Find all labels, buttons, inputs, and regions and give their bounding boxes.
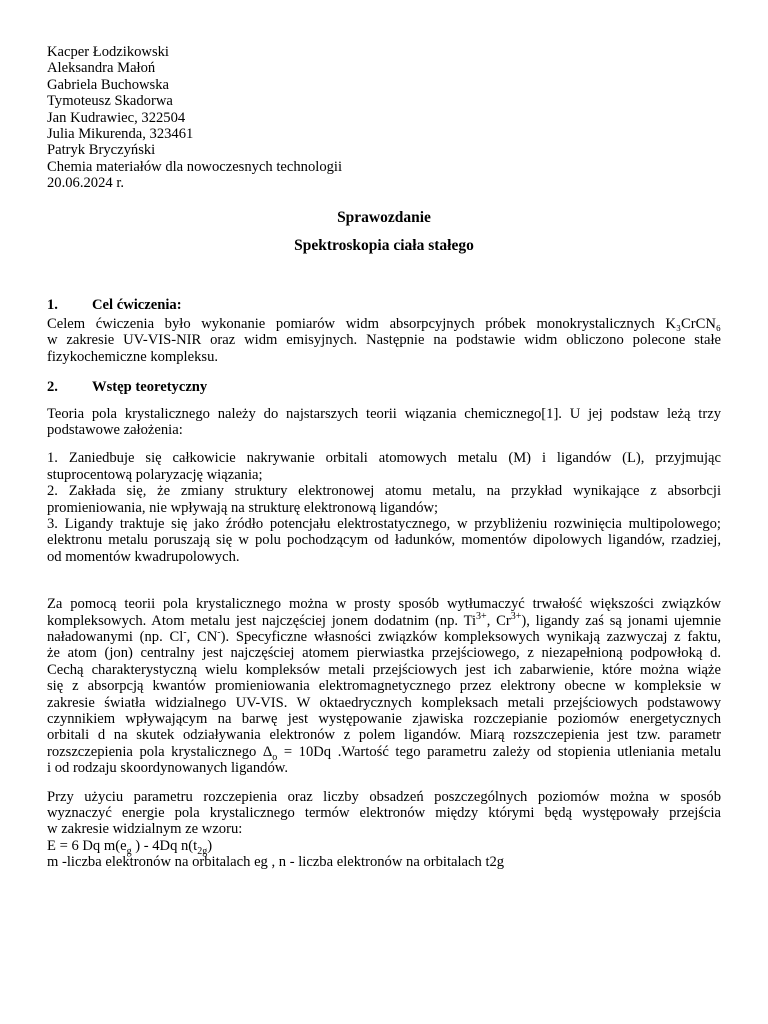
author-line: Patryk Bryczyński	[47, 142, 156, 159]
document-subtitle: Spektroskopia ciała stałego	[294, 237, 474, 255]
text-line: zakresie światła widzialnego UV-VIS. W oktaedrycznych kompleksach metali przejściowych podstawowy	[47, 694, 721, 711]
text-line: 1. Zaniedbuje się całkowicie nakrywanie orbitali atomowych metalu (M) i ligandów (L), przyjmując	[47, 450, 721, 467]
author-line: Gabriela Buchowska	[47, 76, 169, 93]
superscript: 3+	[476, 610, 487, 622]
section2-title: Wstęp teoretyczny	[92, 379, 208, 396]
superscript: -	[217, 627, 221, 639]
text-line: naładowanymi (np. Cl-, CN-). Specyficzne własności związków kompleksowych wynikają zazwyczaj z faktu,	[47, 627, 721, 645]
section2-heading	[47, 379, 721, 395]
author-line: Aleksandra Małoń	[47, 60, 156, 77]
superscript: 3+	[510, 610, 522, 622]
author-line: Kacper Łodzikowski	[47, 44, 169, 60]
section1-body	[47, 316, 721, 365]
text-line: i od rodzaju skoordynowanych ligandów.	[47, 760, 289, 777]
author-line: Jan Kudrawiec, 322504	[47, 109, 186, 126]
report-date: 20.06.2024 r.	[47, 175, 125, 192]
text-line: Teoria pola krystalicznego należy do najstarszych teorii wiązania chemicznego[1]. U jej podstaw leżą trzy	[47, 405, 721, 422]
document-page	[47, 44, 721, 871]
text-line: Przy użyciu parametru rozczepienia oraz liczby obsadzeń poszczególnych poziomów można w sposób	[47, 788, 721, 805]
text-line: kompleksowych. Atom metalu jest najczęściej jonem dodatnim (np. $Ti^{3+}$, $Cr^{3+}$), ligandy zaś są jonami ujemnie	[47, 610, 722, 629]
section1-number: 1.	[47, 297, 58, 314]
text-line: 2. Zakłada się, że zmiany struktury elektronowej atomu metalu, na przykład wynikające z absorbcji	[47, 483, 721, 500]
section2-number: 2.	[47, 379, 58, 396]
text-line: Za pomocą teorii pola krystalicznego można w prosty sposób wytłumaczyć trwałość większości związków	[47, 596, 721, 613]
text-line: w zakresie widzialnym ze wzoru:	[47, 821, 243, 838]
text-line: Celem ćwiczenia było wykonanie pomiarów widm absorpcyjnych próbek monokrystalicznych K₃CrCN₆	[47, 315, 721, 332]
subscript: o	[272, 751, 278, 763]
author-line: Tymoteusz Skadorwa	[47, 93, 173, 110]
text-line: się z absorpcją kwantów promieniowania elektromagnetycznego przez elektrony obecne w kompleksie w	[47, 678, 721, 695]
subscript: g	[126, 845, 132, 857]
formula-legend: m -liczba elektronów na orbitalach eg , n - liczba elektronów na orbitalach t2g	[47, 854, 505, 871]
author-line: Julia Mikurenda, 323461	[47, 126, 194, 143]
text-line: 3. Ligandy traktuje się jako źródło potencjału elektrostatycznego, w przybliżeniu rozwinięcia multipolowego;	[47, 515, 721, 532]
text-line: orbitali d na skutek odziaływania elektronów z polem ligandów. Miarą rozszczepienia jest tzw. parametr	[47, 727, 721, 744]
text-line: podstawowe założenia:	[47, 421, 183, 438]
subscript: 2g	[197, 845, 208, 857]
text-line: rozszczepienia pola krystalicznego $\Delta_o = 10Dq$ .Wartość tego parametru zależy od stopienia utleniania metalu	[47, 743, 721, 763]
assumptions-list	[47, 450, 721, 565]
document-title: Sprawozdanie	[337, 208, 431, 226]
section1-heading	[47, 297, 721, 313]
course-name: Chemia materiałów dla nowoczesnych technologii	[47, 158, 343, 175]
text-line: od momentów kwadrupolowych.	[47, 548, 240, 565]
energy-paragraph	[47, 789, 721, 838]
text-line: w zakresie UV-VIS-NIR oraz widm emisyjnych. Następnie na podstawie widm obliczono polecone stałe	[47, 332, 721, 349]
text-line: że atom (jon) centralny jest najczęściej atomem pierwiastka przejściowego, z niezapełnioną podpowłoką d.	[47, 645, 721, 662]
text-line: fizykochemiczne kompleksu.	[47, 348, 219, 365]
text-line: promieniowania, nie wpływają na strukturę elektronową ligandów;	[47, 499, 439, 516]
superscript: -	[183, 627, 187, 639]
text-line: czynnikiem wpływającym na barwę jest występowanie zjawiska rozczepianie poziomów energetycznych	[47, 711, 721, 727]
text-line: elektronu metalu poruszają się w polu pochodzącym od ładunków, momentów dipolowych ligandów, rzadziej,	[47, 532, 721, 549]
section2-intro	[47, 406, 721, 439]
energy-formula: E = 6 Dq $m(e_g$ ) - 4Dq $n(t_{2g})$	[47, 837, 213, 857]
crystal-field-paragraph	[47, 596, 721, 776]
section1-title: Cel ćwiczenia:	[92, 297, 182, 314]
text-line: Cechą charakterystyczną wielu kompleksów metali przejściowych jest ich zabarwienie, które można wiąże	[47, 661, 721, 678]
author-block	[47, 44, 721, 192]
text-line: stuprocentową polaryzację wiązania;	[47, 466, 263, 483]
text-line: wyznaczyć energie pola krystalicznego termów elektronów między którymi będą występowały przejścia	[47, 805, 721, 822]
